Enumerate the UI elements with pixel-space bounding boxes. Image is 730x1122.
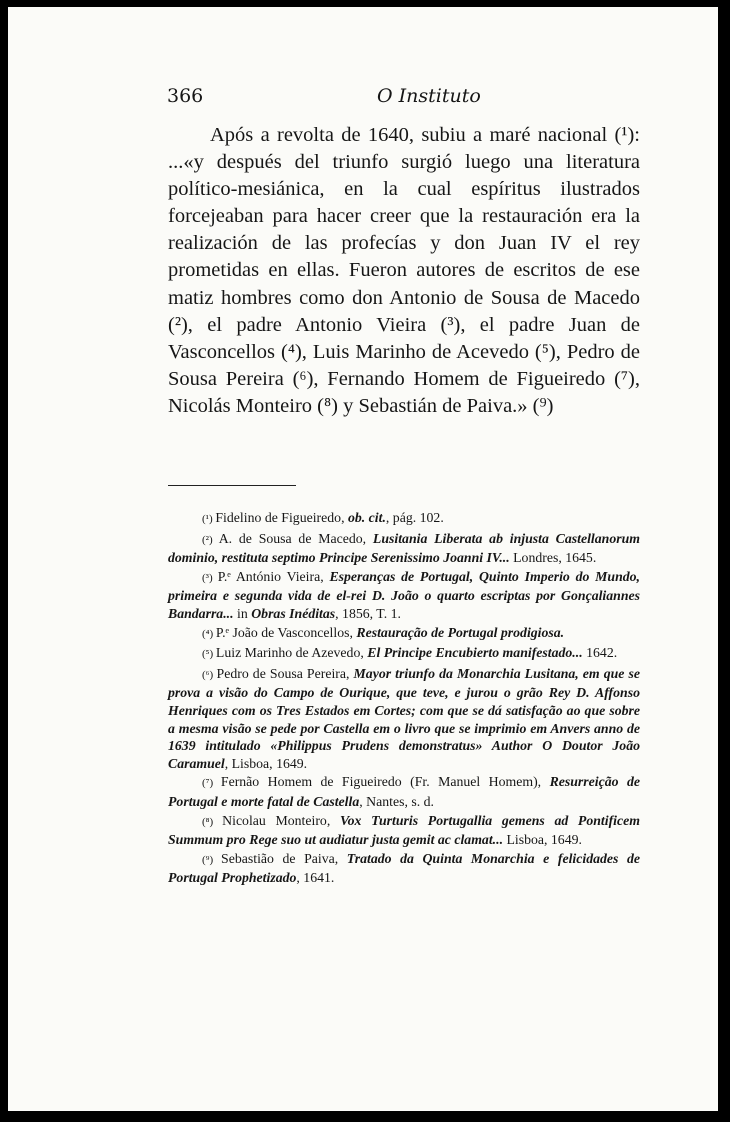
footnote-text: , Lisboa, 1649. [224,755,308,771]
footnote-4 [168,624,640,644]
footnote-3 [168,568,640,623]
page-header [167,85,647,111]
footnote-title: El Principe Encubierto manifestado... [367,645,583,661]
footnote-text: Sebastião de Paiva, [221,850,347,866]
footnote-divider [168,485,296,486]
footnote-text: Pedro de Sousa Pereira, [216,665,354,681]
footnote-marker: (³) [202,571,218,584]
footnote-text: P.ᵉ João de Vasconcellos, [215,624,357,640]
book-page [8,7,718,1111]
footnote-text: , 1641. [296,870,335,886]
footnote-marker: (⁷) [202,777,221,790]
footnote-marker: (⁶) [202,668,217,681]
page-number: 366 [167,85,204,107]
footnote-text: Nicolau Monteiro, [222,812,340,828]
footnote-marker: (⁸) [202,815,223,828]
footnote-text: , 1856, T. 1. [335,605,401,621]
footnote-title: Obras Inéditas [251,605,336,621]
footnote-text: A. de Sousa de Macedo, [218,530,373,546]
footnote-text: Luiz Marinho de Azevedo, [215,645,368,661]
footnotes [168,509,640,888]
footnote-title: ob. cit. [347,510,386,525]
footnote-marker: (⁵) [202,648,216,661]
footnote-title: Lusitania Liberata ab injusta Castellanorum dominio, restituta septimo Principe Serenissimo Joanni IV... [168,530,640,566]
footnote-title: Tratado da Quinta Monarchia e felicidades de Portugal Prophetizado [168,850,640,886]
footnote-title: Resurreição de Portugal e morte fatal de Castella [168,774,640,809]
footnote-5 [168,644,640,664]
footnote-title: Mayor triunfo da Monarchia Lusitana, em que se prova a visão do Campo de Ourique, que teve, e jurou o grão Rey D. Affonso Henriques com os Tres Estados em Cortes; com que se dá satisfação ao que sobre a mesma visão se pede por Castella em o livro que se imprimio em Anvers anno de 1639 intitulado «Philippus Prudens demonstratus» Author O Doutor João Caramuel [168,665,640,771]
footnote-marker: (⁹) [202,853,222,866]
footnote-text: Fernão Homem de Figueiredo (Fr. Manuel Homem), [220,774,550,790]
footnote-2 [168,530,640,567]
footnote-text: in [233,605,252,621]
footnote-6 [168,665,640,773]
footnote-text: Lisboa, 1649. [503,832,582,848]
footnote-marker: (²) [202,533,219,546]
footnote-marker: (¹) [202,513,216,525]
footnote-title: Vox Turturis Portugallia gemens ad Pontificem Summum pro Rege suo ut audiatur justa gemit ac clamat... [168,812,640,848]
footnote-marker: (⁴) [202,627,216,640]
main-text [168,122,640,420]
footnote-text: P.ᵉ António Vieira, [217,568,330,584]
footnote-1 [168,509,640,529]
footnote-title: Restauração de Portugal prodigiosa. [356,624,565,640]
running-title: O Instituto [377,85,481,107]
main-paragraph: Após a revolta de 1640, subiu a maré nacional (¹): ...«y después del triunfo surgió luego una literatura político-mesiánica, en la cual espíritus ilustrados forcejeaban para hacer creer que la restauración era la realización de las profecías y don Juan IV el rey prometidas en ellas. Fueron autores de escritos de ese matiz hombres como don Antonio de Sousa de Macedo (²), el padre Antonio Vieira (³), el padre Juan de Vasconcellos (⁴), Luis Marinho de Acevedo (⁵), Pedro de Sousa Pereira (⁶), Fernando Homem de Figueiredo (⁷), Nicolás Monteiro (⁸) y Sebastián de Paiva.» (⁹) [168,124,640,417]
footnote-text: , Nantes, s. d. [359,793,434,809]
footnote-7 [168,773,640,810]
footnote-text: 1642. [582,645,618,661]
footnote-text: , pág. 102. [385,510,444,525]
footnote-text: Londres, 1645. [509,550,597,566]
footnote-title: Esperanças de Portugal, Quinto Imperio do Mundo, primeira e segunda vida de el-rei D. João o quarto escriptas por Gonçaliannes Bandarra... [168,568,641,621]
footnote-8 [168,812,640,849]
footnote-9 [168,850,640,887]
footnote-text: Fidelino de Figueiredo, [215,510,348,525]
